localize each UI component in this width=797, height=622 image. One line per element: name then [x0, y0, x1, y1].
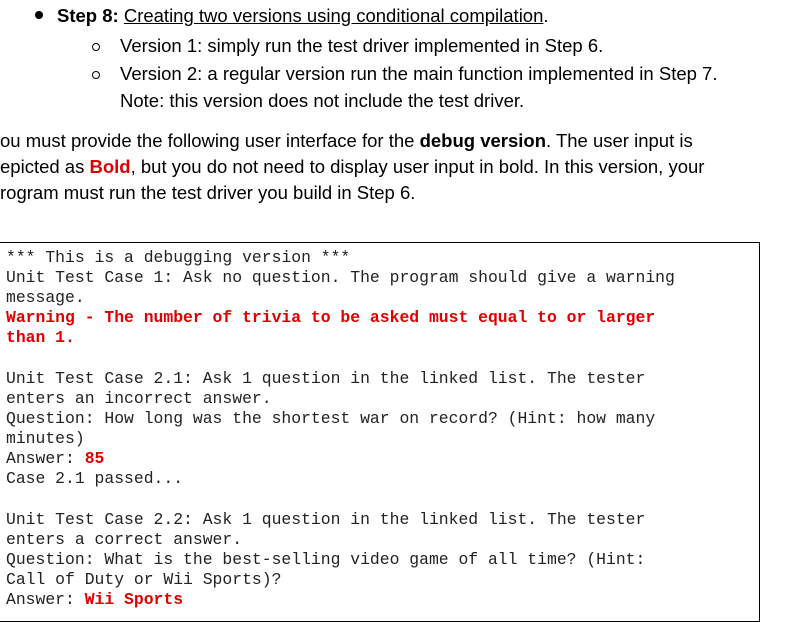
answer-label: Answer:: [6, 449, 85, 468]
step8-title: Creating two versions using conditional compilation: [123, 5, 544, 26]
paragraph-text: . The user input is: [546, 130, 693, 151]
user-input: Wii Sports: [84, 590, 184, 609]
version1-item: Version 1: simply run the test driver implemented in Step 6.: [120, 35, 604, 56]
console-line: *** This is a debugging version ***: [6, 248, 351, 267]
console-line: enters a correct answer.: [6, 530, 243, 549]
console-line: Unit Test Case 2.2: Ask 1 question in the linked list. The tester: [6, 510, 646, 529]
console-line: Question: How long was the shortest war on record? (Hint: how many: [6, 409, 656, 428]
console-answer-line: [6, 449, 104, 469]
step8-title-end: .: [543, 5, 549, 26]
paragraph-text: epicted as: [0, 156, 90, 177]
console-line: Unit Test Case 2.1: Ask 1 question in the linked list. The tester: [6, 369, 646, 388]
version2-item: Version 2: a regular version run the main function implemented in Step 7.: [120, 63, 718, 84]
paragraph-text: ou must provide the following user interface for the: [0, 130, 420, 151]
console-warning-line: Warning - The number of trivia to be asked must equal to or larger: [6, 308, 656, 327]
console-output-box: [0, 242, 760, 622]
step8-heading: [57, 4, 549, 28]
console-line: Unit Test Case 1: Ask no question. The program should give a warning: [6, 268, 675, 287]
debug-version-emphasis: debug version: [419, 130, 547, 151]
console-line: minutes): [6, 429, 85, 448]
answer-label: Answer:: [6, 590, 85, 609]
console-line: Case 2.1 passed...: [6, 469, 184, 488]
console-answer-line: [6, 590, 183, 610]
paragraph-line-1: [0, 129, 693, 153]
console-warning-line: than 1.: [6, 328, 75, 347]
bold-emphasis: Bold: [89, 156, 131, 177]
step8-label: Step 8:: [57, 5, 119, 26]
bullet-dot-icon: [35, 11, 43, 19]
console-line: enters an incorrect answer.: [6, 389, 272, 408]
user-input: 85: [84, 449, 105, 468]
paragraph-line-3: rogram must run the test driver you build in Step 6.: [0, 182, 416, 203]
circle-bullet-icon: [92, 43, 100, 51]
console-line: Question: What is the best-selling video game of all time? (Hint:: [6, 550, 646, 569]
console-line: message.: [6, 288, 85, 307]
circle-bullet-icon: [92, 71, 100, 79]
console-line: Call of Duty or Wii Sports)?: [6, 570, 282, 589]
version2-note: Note: this version does not include the test driver.: [120, 90, 525, 111]
paragraph-line-2: [0, 155, 704, 179]
paragraph-text: , but you do not need to display user input in bold. In this version, your: [130, 156, 705, 177]
